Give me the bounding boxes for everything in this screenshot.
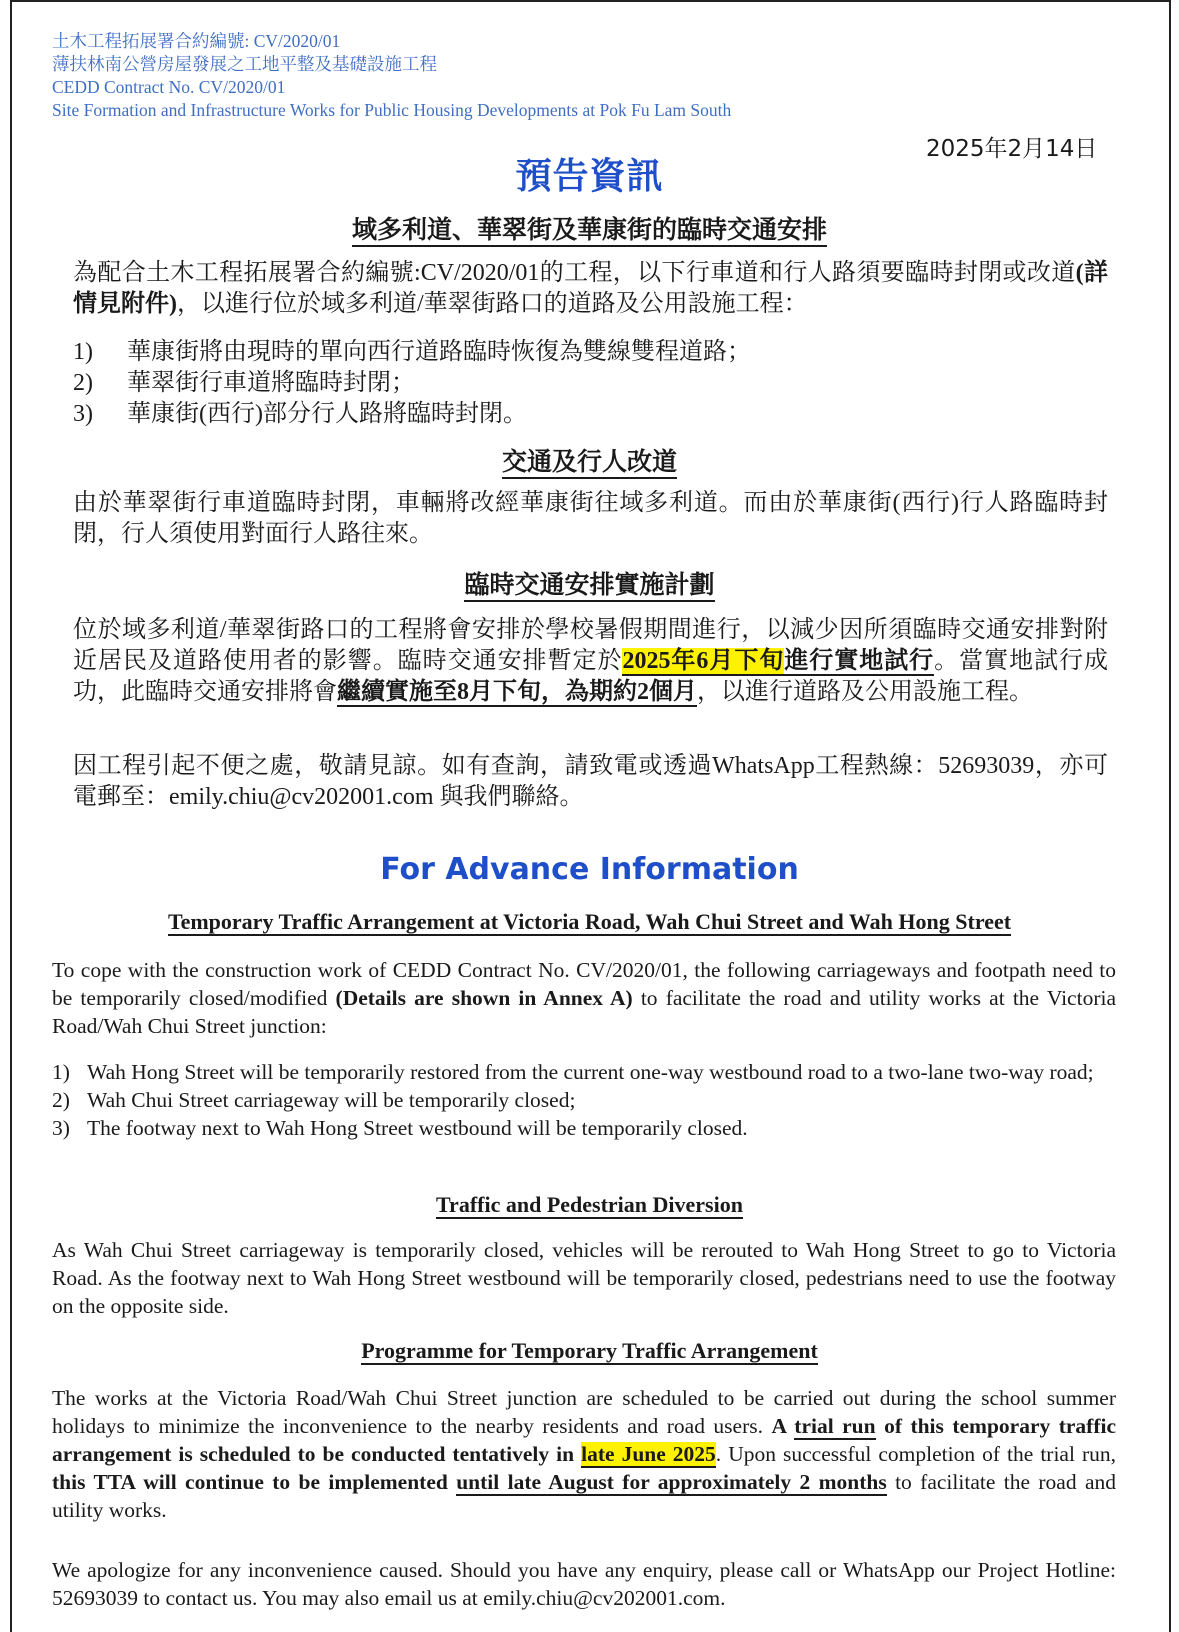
list-zh [73, 337, 1108, 430]
programme-zh-part-d: 。當實地試行成功，此臨時交通安排將會 [73, 648, 1109, 705]
heading-zh-tta [0, 210, 1179, 246]
programme-en-part-f: . Upon successful completion of the trial run, [715, 1442, 1117, 1466]
programme-en-part-a: The works at the Victoria Road/Wah Chui Street junction are scheduled to be carried out during the school summer holidays to minimize the inconvenience to the nearby residents and road users. [52, 1386, 1116, 1438]
list-item [73, 399, 1108, 430]
heading-zh-programme [0, 565, 1179, 601]
list-item [73, 337, 1108, 368]
list-item-number: 3) [73, 401, 93, 427]
intro-en-part-a: To cope with the construction work of CEDD Contract No. CV/2020/01, the following carriageways and footpath need to be temporarily closed/modified [52, 958, 1116, 1010]
heading-en-diversion-text: Traffic and Pedestrian Diversion [436, 1192, 743, 1217]
programme-en [52, 1384, 1116, 1524]
title-zh: 預告資訊 [515, 156, 664, 196]
header-line-en-contract: CEDD Contract No. CV/2020/01 [52, 77, 286, 97]
diversion-zh: 由於華翠街行車道臨時封閉，車輛將改經華康街往域多利道。而由於華康街(西行)行人路臨時封閉，行人須使用對面行人路往來。 [73, 490, 1108, 547]
list-item [52, 1114, 1116, 1142]
programme-zh [73, 615, 1108, 708]
programme-zh-part-a: 位於域多利道/華翠街路口的工程將會安排於學校暑假期間進行，以減少因所須臨時交通安排對附近居民及道路使用者的影響。臨時交通安排暫定於 [73, 617, 1108, 674]
notice-date: 2025年2月14日 [926, 136, 1098, 162]
header-line-zh-contract: 土木工程拓展署合約編號: CV/2020/01 [52, 31, 341, 51]
programme-en-part-i: to facilitate the road and utility works. [52, 1470, 1116, 1522]
programme-zh-trial-run: 進行實地試行 [784, 648, 935, 674]
intro-zh-part-c: ，以進行位於域多利道/華翠街路口的道路及公用設施工程： [177, 291, 808, 317]
list-item-number: 2) [52, 1088, 70, 1112]
heading-zh-diversion [0, 442, 1179, 478]
heading-en-programme-text: Programme for Temporary Traffic Arrangement [361, 1338, 818, 1363]
diversion-en: As Wah Chui Street carriageway is temporarily closed, vehicles will be rerouted to Wah Hong Street to go to Victoria Road. As the footway next to Wah Hong Street westbound will be temporarily closed, pedestrians need to use the footway on the opposite side. [52, 1238, 1116, 1318]
header-line-en-project: Site Formation and Infrastructure Works for Public Housing Developments at Pok Fu Lam South [52, 100, 732, 120]
heading-en-tta [0, 909, 1179, 935]
contract-header [52, 30, 731, 122]
heading-zh-tta-text: 域多利道、華翠街及華康街的臨時交通安排 [352, 217, 827, 247]
intro-en-part-c: to facilitate the road and utility works at the Victoria Road/Wah Chui Street junction: [52, 986, 1116, 1038]
heading-zh-diversion-text: 交通及行人改道 [502, 449, 677, 479]
intro-en [52, 956, 1116, 1040]
list-item-number: 2) [73, 370, 93, 396]
header-line-zh-project: 薄扶林南公營房屋發展之工地平整及基礎設施工程 [52, 54, 437, 74]
list-item [52, 1058, 1116, 1086]
programme-en-part-d: of this temporary traffic arrangement is scheduled to be conducted tentatively in [52, 1414, 1117, 1466]
page-border-top [10, 0, 1171, 2]
intro-en-annex-note: (Details are shown in Annex A) [335, 986, 633, 1010]
list-item-text: The footway next to Wah Hong Street westbound will be temporarily closed. [87, 1116, 748, 1140]
programme-zh-part-f: ，以進行道路及公用設施工程。 [697, 679, 1033, 705]
intro-zh-part-a: 為配合土木工程拓展署合約編號:CV/2020/01的工程，以下行車道和行人路須要臨時封閉或改道 [73, 260, 1076, 286]
list-item-text: 華康街(西行)部分行人路將臨時封閉。 [127, 401, 527, 427]
heading-en-programme [0, 1338, 1179, 1364]
programme-zh-trial-date: 2025年6月下旬 [622, 648, 785, 674]
contact-zh: 因工程引起不便之處，敬請見諒。如有查詢，請致電或透過WhatsApp工程熱線：52693039，亦可電郵至：emily.chiu@cv202001.com 與我們聯絡。 [73, 753, 1108, 810]
list-item-text: Wah Chui Street carriageway will be temporarily closed; [87, 1088, 576, 1112]
list-item-text: 華翠街行車道將臨時封閉； [127, 370, 415, 396]
programme-en-trial-date: late June 2025 [581, 1442, 716, 1466]
programme-zh-continue-period: 繼續實施至8月下旬，為期約2個月 [337, 679, 697, 705]
list-item-number: 1) [52, 1060, 70, 1084]
list-en [52, 1058, 1116, 1142]
programme-en-part-b: A [771, 1414, 795, 1438]
programme-en-part-g: this TTA will continue to be implemented [52, 1470, 457, 1494]
heading-en-diversion [0, 1192, 1179, 1218]
intro-zh-annex-note: (詳情見附件) [73, 260, 1108, 317]
heading-zh-programme-text: 臨時交通安排實施計劃 [464, 572, 714, 602]
title-en: For Advance Information [380, 852, 799, 887]
contact-en: We apologize for any inconvenience caused. Should you have any enquiry, please call or WhatsApp our Project Hotline: 52693039 to contact us. You may also email us at emily.chiu@cv202001.com. [52, 1558, 1116, 1610]
programme-en-trial-run: trial run [794, 1414, 876, 1438]
list-item-number: 3) [52, 1116, 70, 1140]
list-item-number: 1) [73, 339, 93, 365]
list-item-text: 華康街將由現時的單向西行道路臨時恢復為雙線雙程道路； [127, 339, 751, 365]
programme-en-continue-period: until late August for approximately 2 months [456, 1470, 887, 1494]
list-item [73, 368, 1108, 399]
intro-zh [73, 258, 1108, 320]
list-item-text: Wah Hong Street will be temporarily restored from the current one-way westbound road to a two-lane two-way road; [87, 1060, 1094, 1084]
list-item [52, 1086, 1116, 1114]
heading-en-tta-text: Temporary Traffic Arrangement at Victoria Road, Wah Chui Street and Wah Hong Street [167, 909, 1012, 934]
